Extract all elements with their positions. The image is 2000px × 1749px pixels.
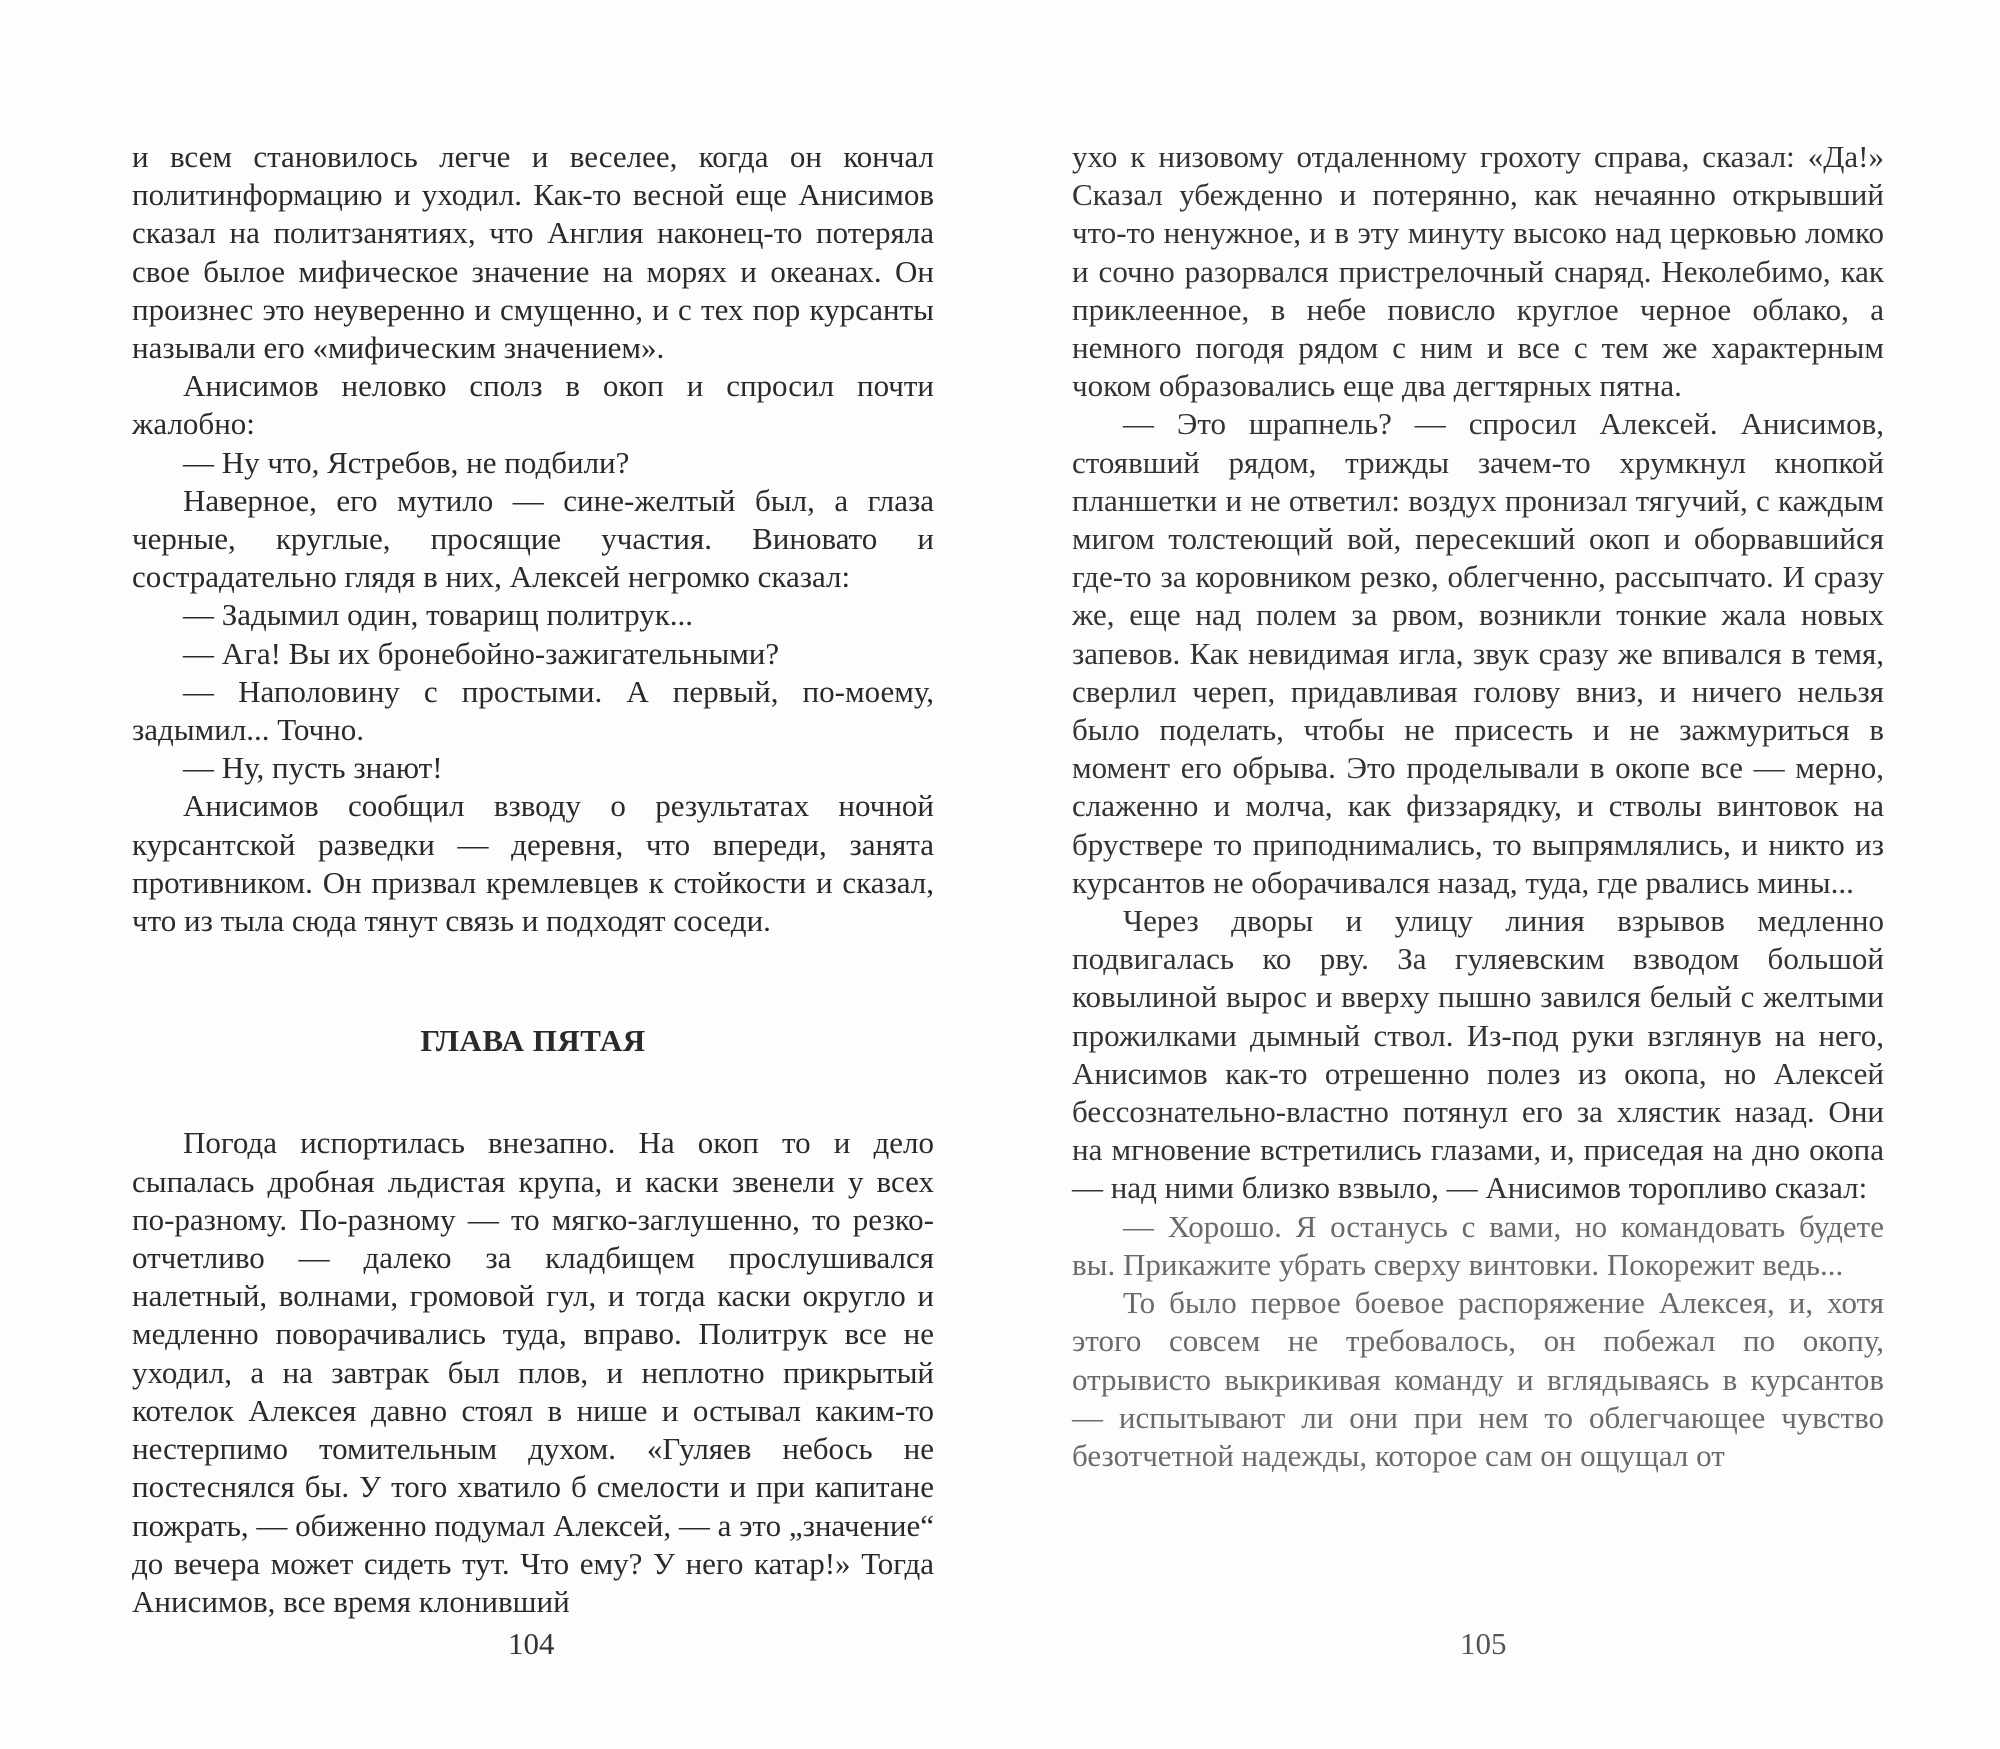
left-page: [132, 138, 934, 1621]
paragraph: и всем становилось легче и веселее, когда он кончал политинформацию и уходил. Как-то весной еще Анисимов сказал на политзанятиях, что Англия наконец-то потеряла свое былое мифическое значение на морях и океанах. Он произнес это неуверенно и смущенно, и с тех пор курсанты называли его «мифическим значением».: [132, 139, 934, 366]
paragraph: — Это шрапнель? — спросил Алексей. Анисимов, стоявший рядом, трижды зачем-то хрумкнул кнопкой планшетки и не ответил: воздух пронизал тягучий, с каждым мигом толстеющий вой, пересекший окоп и оборвавшийся где-то за коровником резко, облегченно, рассыпчато. И сразу же, еще над полем за рвом, возникли тонкие жала новых запевов. Как невидимая игла, звук сразу же впивался в темя, сверлил череп, придавливая голову вниз, и ничего нельзя было поделать, чтобы не присесть и не зажмуриться в момент его обрыва. Это проделывали в окопе все — мерно, слаженно и молча, как физзарядку, и стволы винтовок на бруствере то приподнимались, то выпрямлялись, и никто из курсантов не оборачивался назад, туда, где рвались мины...: [1072, 406, 1884, 900]
paragraph: — Ну что, Ястребов, не подбили?: [183, 444, 630, 480]
paragraph: ухо к низовому отдаленному грохоту справа, сказал: «Да!» Сказал убежденно и потерянно, как нечаянно открывший что-то ненужное, и в эту минуту высоко над церковью ломко и сочно разорвался пристрелочный снаряд. Неколебимо, как приклеенное, в небе повисло круглое черное облако, а немного погодя рядом с ним и все с тем же характерным чоком образовались еще два дегтярных пятна.: [1072, 139, 1884, 404]
chapter-title: ГЛАВА ПЯТАЯ: [420, 1023, 646, 1059]
right-page: [1072, 138, 1884, 1475]
paragraph: — Наполовину с простыми. А первый, по-моему, задымил... Точно.: [132, 673, 934, 748]
paragraph: — Ага! Вы их бронебойно-зажигательными?: [183, 635, 780, 671]
paragraph: Наверное, его мутило — сине-желтый был, а глаза черные, круглые, просящие участия. Виновато и сострадательно глядя в них, Алексей негромко сказал:: [132, 482, 934, 595]
paragraph: — Ну, пусть знают!: [183, 750, 443, 786]
paragraph: Погода испортилась внезапно. На окоп то и дело сыпалась дробная льдистая крупа, и каски звенели у всех по-разному. По-разному — то мягко-заглушенно, то резко-отчетливо — далеко за кладбищем прослушивался налетный, волнами, громовой гул, и тогда каски округло и медленно поворачивались туда, вправо. Политрук все не уходил, а на завтрак был плов, и неплотно прикрытый котелок Алексея давно стоял в нише и остывал каким-то нестерпимо томительным духом. «Гуляев небось не постеснялся бы. У того хватило б смелости и при капитане пожрать, — обиженно подумал Алексей, — а это „значение“ до вечера может сидеть тут. Что ему? У него катар!» Тогда Анисимов, все время клонивший: [132, 1125, 934, 1619]
page-number-right: 105: [1460, 1626, 1507, 1661]
paragraph: Через дворы и улицу линия взрывов медленно подвигалась ко рву. За гуляевским взводом большой ковылиной вырос и вверху пышно завился белый с желтыми прожилками дымный ствол. Из-под руки взглянув на него, Анисимов как-то отрешенно полез из окопа, но Алексей бессознательно-властно потянул его за хлястик назад. Они на мгновение встретились глазами, и, приседая на дно окопа — над ними близко взвыло, — Анисимов торопливо сказал:: [1072, 903, 1884, 1206]
page-number-left: 104: [508, 1626, 555, 1661]
paragraph: Анисимов неловко сполз в окоп и спросил почти жалобно:: [132, 368, 934, 442]
paragraph: То было первое боевое распоряжение Алексея, и, хотя этого совсем не требовалось, он побежал по окопу, отрывисто выкрикивая команду и вглядываясь в курсантов — испытывают ли они при нем то облегчающее чувство безотчетной надежды, которое сам он ощущал от: [1072, 1285, 1884, 1473]
paragraph: — Хорошо. Я останусь с вами, но командовать будете вы. Прикажите убрать сверху винтовки. Покорежит ведь...: [1072, 1208, 1884, 1282]
paragraph: Анисимов сообщил взводу о результатах ночной курсантской разведки — деревня, что впереди, занята противником. Он призвал кремлевцев к стойкости и сказал, что из тыла сюда тянут связь и подходят соседи.: [132, 788, 934, 939]
paragraph: — Задымил один, товарищ политрук...: [183, 597, 694, 633]
